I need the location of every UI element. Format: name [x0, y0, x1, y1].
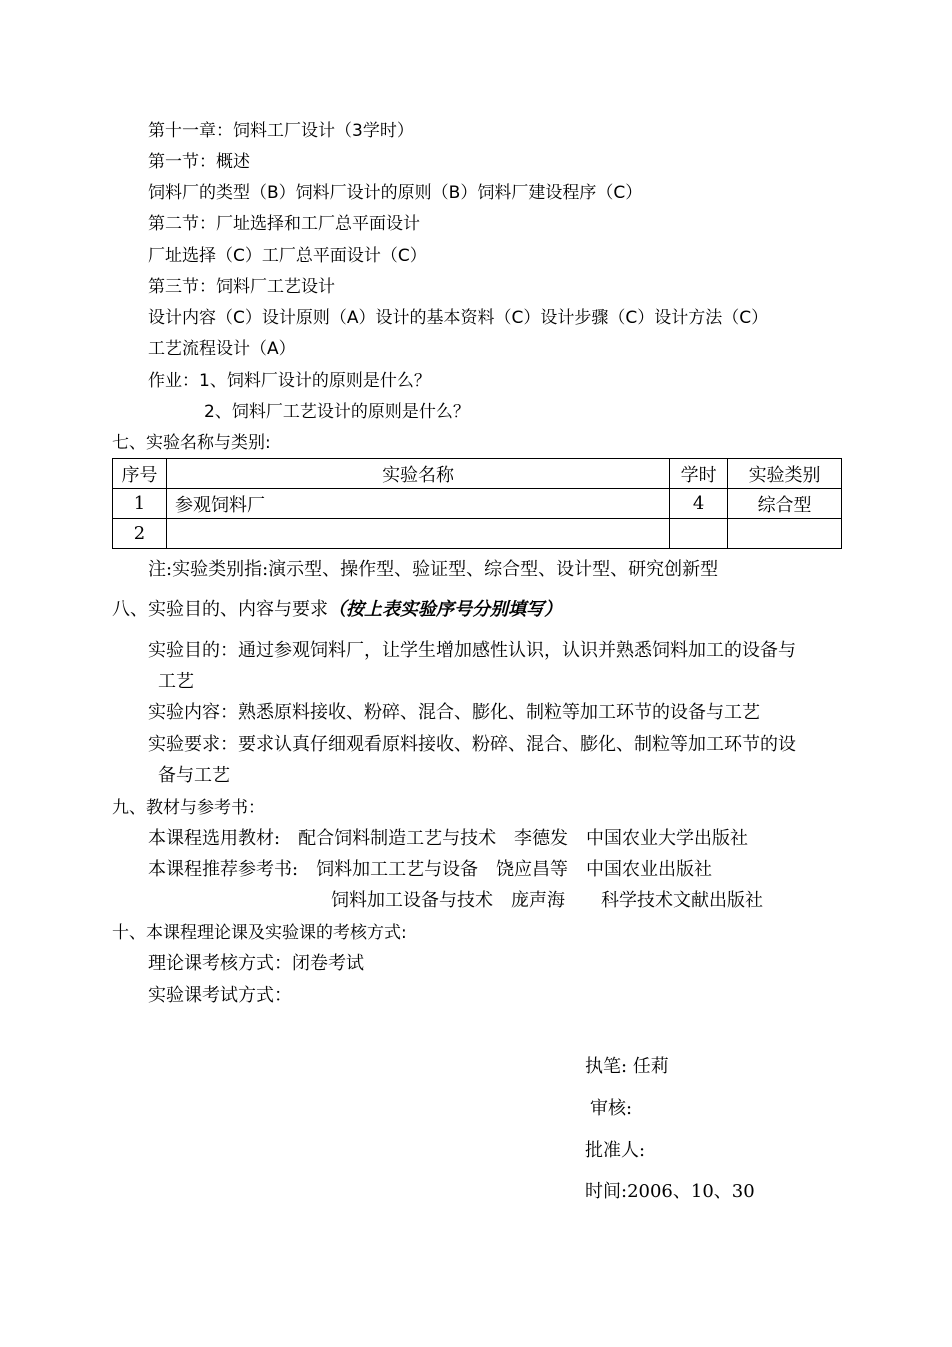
experiment-table	[112, 458, 842, 549]
section8-heading	[112, 599, 562, 621]
header-cell: 序号	[113, 459, 167, 489]
chapter-title: 第十一章：饲料工厂设计（3学时）	[148, 121, 414, 141]
chapter-line: 第一节：概述	[148, 152, 250, 172]
lab-content: 实验内容：熟悉原料接收、粉碎、混合、膨化、制粒等加工环节的设备与工艺	[148, 702, 760, 723]
section8-heading-text: 八、实验目的、内容与要求	[112, 599, 328, 620]
chapter-line: 饲料厂的类型（B）饲料厂设计的原则（B）饲料厂建设程序（C）	[148, 183, 643, 203]
table-cell	[670, 519, 728, 549]
homework-1: 作业：1、饲料厂设计的原则是什么？	[148, 371, 431, 391]
table-cell	[166, 519, 669, 549]
header-cell: 学时	[670, 459, 728, 489]
table-header-row	[113, 459, 842, 489]
chapter-line: 工艺流程设计（A）	[148, 339, 296, 359]
table-cell	[728, 519, 842, 549]
table-row	[113, 489, 842, 519]
table-cell: 参观饲料厂	[166, 489, 669, 519]
lab-purpose: 实验目的：通过参观饲料厂，让学生增加感性认识，认识并熟悉饲料加工的设备与	[148, 640, 796, 661]
table-cell: 2	[113, 519, 167, 549]
experiment-type-note: 注:实验类别指:演示型、操作型、验证型、综合型、设计型、研究创新型	[148, 559, 719, 580]
chapter-line: 设计内容（C）设计原则（A）设计的基本资料（C）设计步骤（C）设计方法（C）	[148, 308, 769, 328]
section7-heading: 七、实验名称与类别:	[112, 433, 271, 453]
table-cell: 1	[113, 489, 167, 519]
reference-1: 本课程推荐参考书: 饲料加工工艺与设备 饶应昌等 中国农业出版社	[148, 859, 713, 880]
homework-2: 2、饲料厂工艺设计的原则是什么？	[204, 402, 470, 422]
table-cell: 综合型	[728, 489, 842, 519]
date: 时间:2006、10、30	[585, 1181, 755, 1202]
reviewer: 审核:	[590, 1098, 633, 1119]
chapter-line: 厂址选择（C）工厂总平面设计（C）	[148, 246, 427, 266]
table-row	[113, 519, 842, 549]
theory-exam: 理论课考核方式：闭卷考试	[148, 953, 364, 974]
reference-2: 饲料加工设备与技术 庞声海 科学技术文献出版社	[331, 890, 763, 911]
chapter-line: 第二节：厂址选择和工厂总平面设计	[148, 214, 420, 234]
header-cell: 实验名称	[166, 459, 669, 489]
approver: 批准人:	[585, 1140, 646, 1161]
author: 执笔: 任莉	[585, 1056, 669, 1077]
section9-heading: 九、教材与参考书：	[112, 798, 265, 818]
chapter-line: 第三节：饲料厂工艺设计	[148, 277, 335, 297]
lab-purpose-cont: 工艺	[158, 671, 194, 692]
header-cell: 实验类别	[728, 459, 842, 489]
textbook: 本课程选用教材: 配合饲料制造工艺与技术 李德发 中国农业大学出版社	[148, 828, 749, 849]
section10-heading: 十、本课程理论课及实验课的考核方式:	[112, 923, 407, 943]
lab-requirement-cont: 备与工艺	[158, 765, 230, 786]
lab-requirement: 实验要求：要求认真仔细观看原料接收、粉碎、混合、膨化、制粒等加工环节的设	[148, 734, 796, 755]
table-cell: 4	[670, 489, 728, 519]
lab-exam: 实验课考试方式：	[148, 985, 292, 1006]
section8-heading-note: （按上表实验序号分别填写）	[328, 599, 562, 620]
